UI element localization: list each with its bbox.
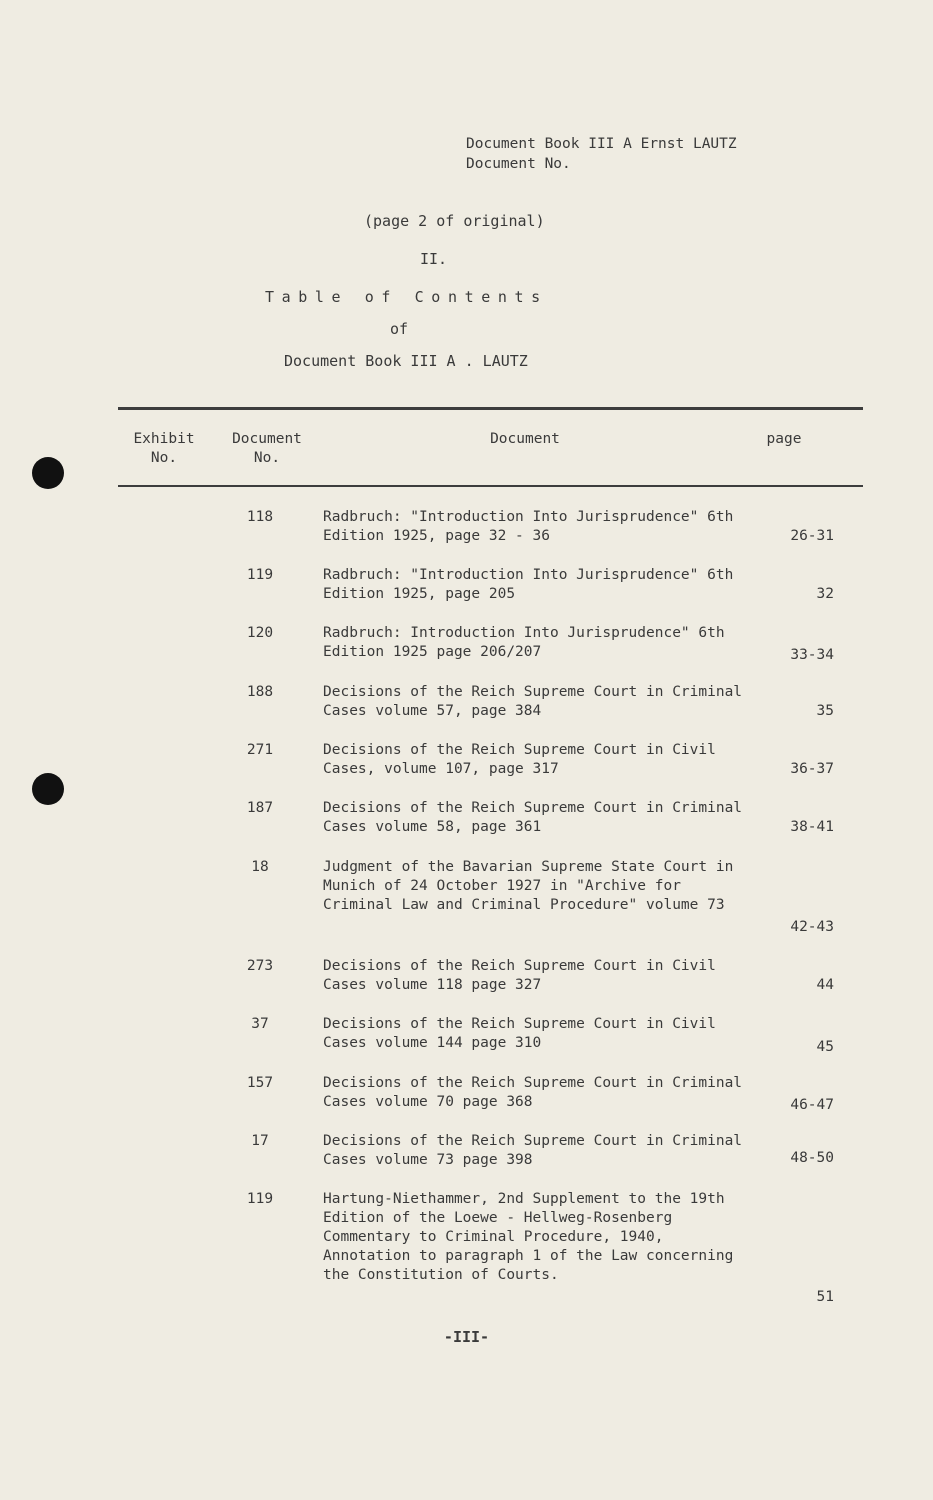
row-page: 38-41 [790,819,834,835]
row-docno: 119 [246,567,274,583]
row-docno: 119 [246,1191,274,1207]
header-line-2: Document No. [466,156,571,172]
row-docno: 37 [251,1016,269,1032]
row-title: Radbruch: Introduction Into Jurisprudence" 6th Edition 1925 page 206/207 [323,625,725,660]
column-header-exhibit: Exhibit No. [133,431,195,466]
column-header-page: page [766,431,802,447]
section-roman: II. [420,250,448,268]
row-docno: 120 [246,625,274,641]
table-header-rule [118,485,863,487]
toc-heading: Table of Contents [265,288,548,306]
row-docno: 188 [246,684,274,700]
header-line-1: Document Book III A Ernst LAUTZ [466,136,737,152]
row-page: 51 [816,1289,834,1305]
column-header-document: Document [490,431,560,447]
row-docno: 273 [246,958,274,974]
row-docno: 187 [246,800,274,816]
punch-hole-bottom [32,773,64,805]
row-title: Radbruch: "Introduction Into Jurisprudence" 6th Edition 1925, page 32 - 36 [323,509,734,544]
row-page: 44 [816,977,834,993]
row-page: 36-37 [790,761,834,777]
row-docno: 18 [251,859,269,875]
page-footer-number: -III- [443,1328,490,1346]
row-docno: 271 [246,742,274,758]
row-title: Decisions of the Reich Supreme Court in Civil Cases volume 118 page 327 [323,958,716,993]
row-title: Decisions of the Reich Supreme Court in Criminal Cases volume 73 page 398 [323,1133,743,1168]
row-page: 45 [816,1039,834,1055]
row-docno: 17 [251,1133,269,1149]
row-page: 33-34 [790,647,834,663]
row-page: 26-31 [790,528,834,544]
punch-hole-top [32,457,64,489]
row-title: Decisions of the Reich Supreme Court in Civil Cases, volume 107, page 317 [323,742,716,777]
row-title: Hartung-Niethammer, 2nd Supplement to the 19th Edition of the Loewe - Hellweg-Rosenberg Commentary to Criminal Procedure, 1940, Annotation to paragraph 1 of the Law concerning the Constitution of Courts. [323,1191,734,1283]
row-page: 48-50 [790,1150,834,1166]
table-top-rule [118,407,863,410]
page-note: (page 2 of original) [364,212,545,230]
row-title: Decisions of the Reich Supreme Court in Criminal Cases volume 58, page 361 [323,800,743,835]
row-page: 46-47 [790,1097,834,1113]
toc-book: Document Book III A . LAUTZ [284,352,528,370]
row-title: Radbruch: "Introduction Into Jurisprudence" 6th Edition 1925, page 205 [323,567,734,602]
row-page: 35 [816,703,834,719]
row-docno: 157 [246,1075,274,1091]
column-header-docno: Document No. [232,431,302,466]
toc-of: of [390,320,409,338]
row-page: 42-43 [790,919,834,935]
row-title: Judgment of the Bavarian Supreme State Court in Munich of 24 October 1927 in "Archive for Criminal Law and Criminal Procedure" volume 73 [323,859,734,913]
row-page: 32 [816,586,834,602]
document-header [466,134,737,174]
row-title: Decisions of the Reich Supreme Court in Civil Cases volume 144 page 310 [323,1016,716,1051]
row-title: Decisions of the Reich Supreme Court in Criminal Cases volume 70 page 368 [323,1075,743,1110]
row-docno: 118 [246,509,274,525]
row-title: Decisions of the Reich Supreme Court in Criminal Cases volume 57, page 384 [323,684,743,719]
